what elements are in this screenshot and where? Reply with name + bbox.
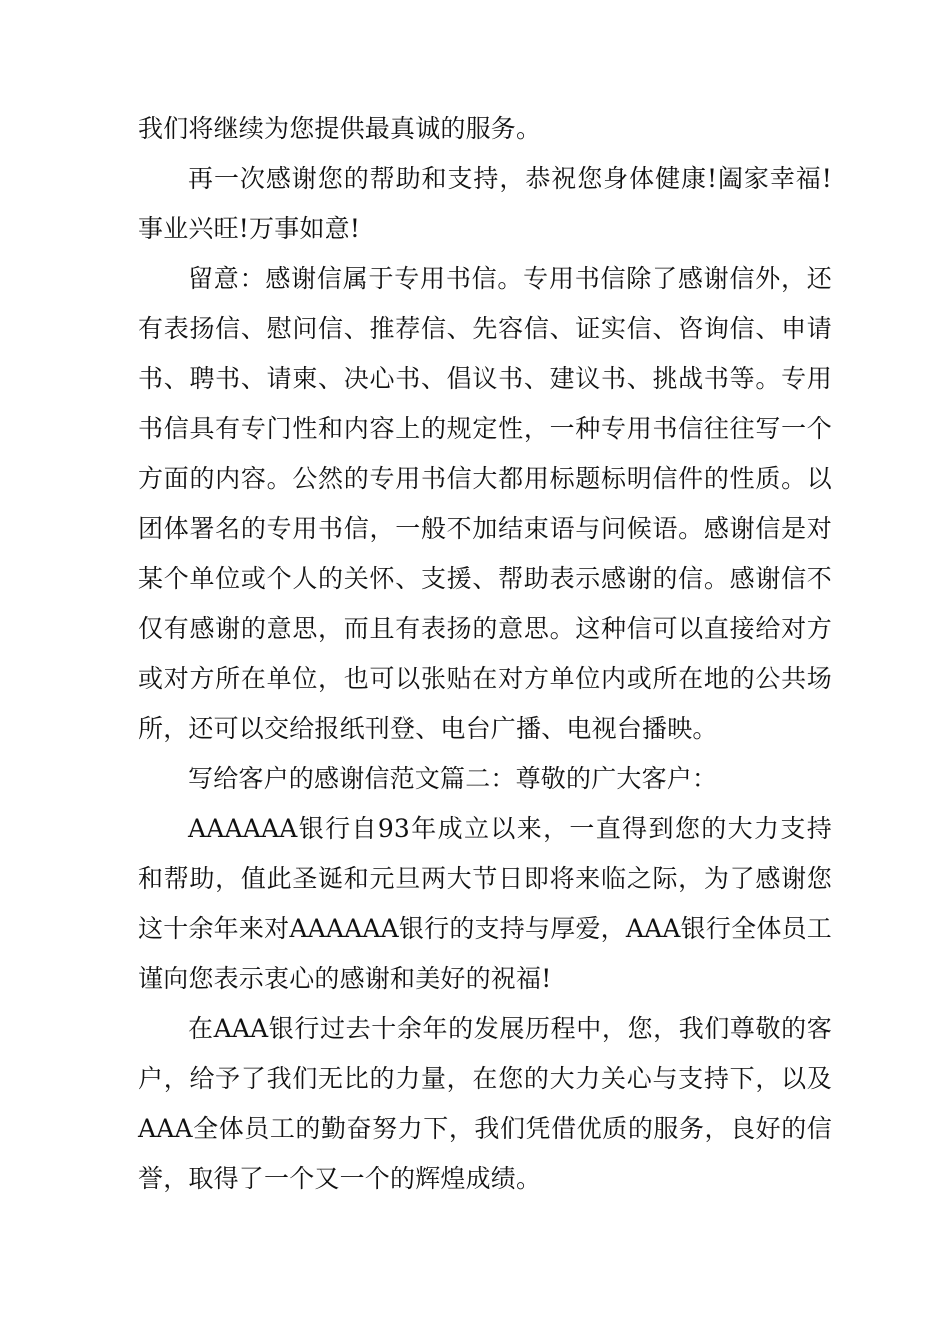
paragraph-continuation: 我们将继续为您提供最真诚的服务。 <box>138 114 542 143</box>
paragraph-closing-wishes: 再一次感谢您的帮助和支持，恭祝您身体健康!阖家幸福!事业兴旺!万事如意! <box>138 164 832 243</box>
paragraph-second-letter-heading: 写给客户的感谢信范文篇二：尊敬的广大客户： <box>188 764 718 793</box>
paragraph-bank-history: 在AAA银行过去十余年的发展历程中，您，我们尊敬的客户，给予了我们无比的力量，在您的大力关心与支持下，以及AAA全体员工的勤奋努力下，我们凭借优质的服务，良好的信誉，取得了一个又一个的辉煌成绩。 <box>138 1014 832 1193</box>
letter-body <box>138 104 832 1204</box>
paragraph-bank-thanks: AAAAAA银行自93年成立以来，一直得到您的大力支持和帮助，值此圣诞和元旦两大节日即将来临之际，为了感谢您这十余年来对AAAAAA银行的支持与厚爱，AAA银行全体员工谨向您表示衷心的感谢和美好的祝福! <box>138 814 832 993</box>
paragraph-note: 留意：感谢信属于专用书信。专用书信除了感谢信外，还有表扬信、慰问信、推荐信、先容信、证实信、咨询信、申请书、聘书、请柬、决心书、倡议书、建议书、挑战书等。专用书信具有专门性和内容上的规定性，一种专用书信往往写一个方面的内容。公然的专用书信大都用标题标明信件的性质。以团体署名的专用书信，一般不加结束语与问候语。感谢信是对某个单位或个人的关怀、支援、帮助表示感谢的信。感谢信不仅有感谢的意思，而且有表扬的意思。这种信可以直接给对方或对方所在单位，也可以张贴在对方单位内或所在地的公共场所，还可以交给报纸刊登、电台广播、电视台播映。 <box>138 264 832 743</box>
